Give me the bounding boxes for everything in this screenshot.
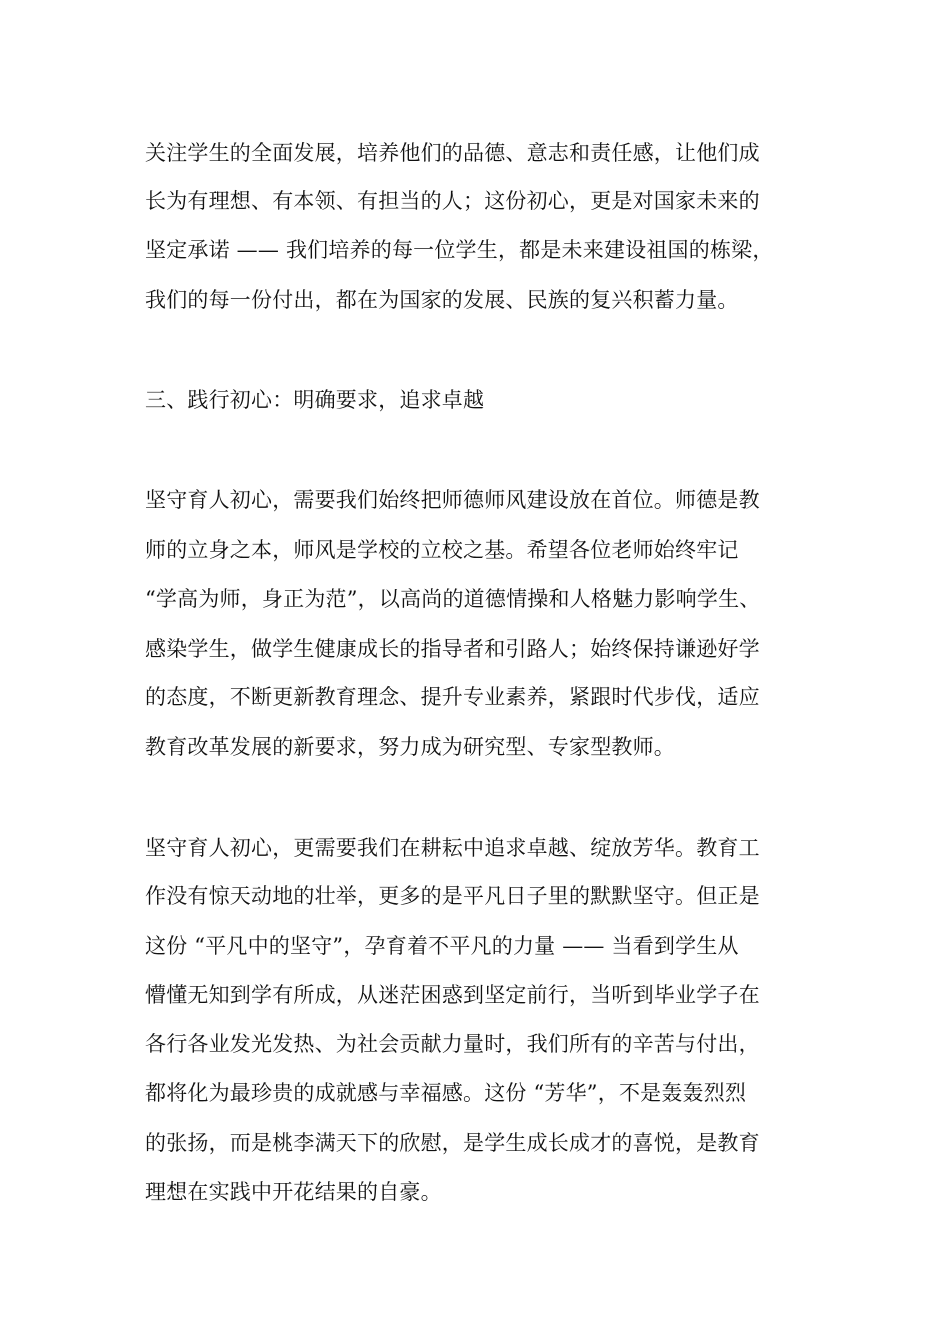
paragraph-1-line-4: 我们的每一份付出，都在为国家的发展、民族的复兴积蓄力量。	[145, 288, 739, 312]
section-heading: 三、践行初心：明确要求，追求卓越	[145, 388, 485, 412]
paragraph-3-line-4: 懵懂无知到学有所成，从迷茫困惑到坚定前行，当听到毕业学子在	[145, 983, 760, 1007]
paragraph-2-line-4: 感染学生，做学生健康成长的指导者和引路人；始终保持谦逊好学	[145, 637, 760, 661]
paragraph-1-line-2: 长为有理想、有本领、有担当的人；这份初心，更是对国家未来的	[145, 189, 760, 213]
paragraph-3-line-8: 理想在实践中开花结果的自豪。	[145, 1180, 442, 1204]
paragraph-2-line-5: 的态度，不断更新教育理念、提升专业素养，紧跟时代步伐，适应	[145, 685, 760, 709]
paragraph-2-line-3: “学高为师，身正为范”，以高尚的道德情操和人格魅力影响学生、	[145, 587, 761, 611]
paragraph-3-line-1: 坚守育人初心，更需要我们在耕耘中追求卓越、绽放芳华。教育工	[145, 836, 760, 860]
paragraph-2-line-1: 坚守育人初心，需要我们始终把师德师风建设放在首位。师德是教	[145, 488, 760, 512]
paragraph-2-line-6: 教育改革发展的新要求，努力成为研究型、专家型教师。	[145, 735, 675, 759]
paragraph-3-line-2: 作没有惊天动地的壮举，更多的是平凡日子里的默默坚守。但正是	[145, 884, 760, 908]
paragraph-3-line-5: 各行各业发光发热、为社会贡献力量时，我们所有的辛苦与付出，	[145, 1032, 760, 1056]
paragraph-1-line-3: 坚定承诺 —— 我们培养的每一位学生，都是未来建设祖国的栋梁，	[145, 238, 774, 262]
paragraph-1-line-1: 关注学生的全面发展，培养他们的品德、意志和责任感，让他们成	[145, 141, 760, 165]
paragraph-3-line-7: 的张扬，而是桃李满天下的欣慰，是学生成长成才的喜悦，是教育	[145, 1131, 760, 1155]
paragraph-3-line-6: 都将化为最珍贵的成就感与幸福感。这份 “芳华”，不是轰轰烈烈	[145, 1081, 747, 1105]
paragraph-3-line-3: 这份 “平凡中的坚守”，孕育着不平凡的力量 —— 当看到学生从	[145, 934, 739, 958]
paragraph-2-line-2: 师的立身之本，师风是学校的立校之基。希望各位老师始终牢记	[145, 538, 739, 562]
